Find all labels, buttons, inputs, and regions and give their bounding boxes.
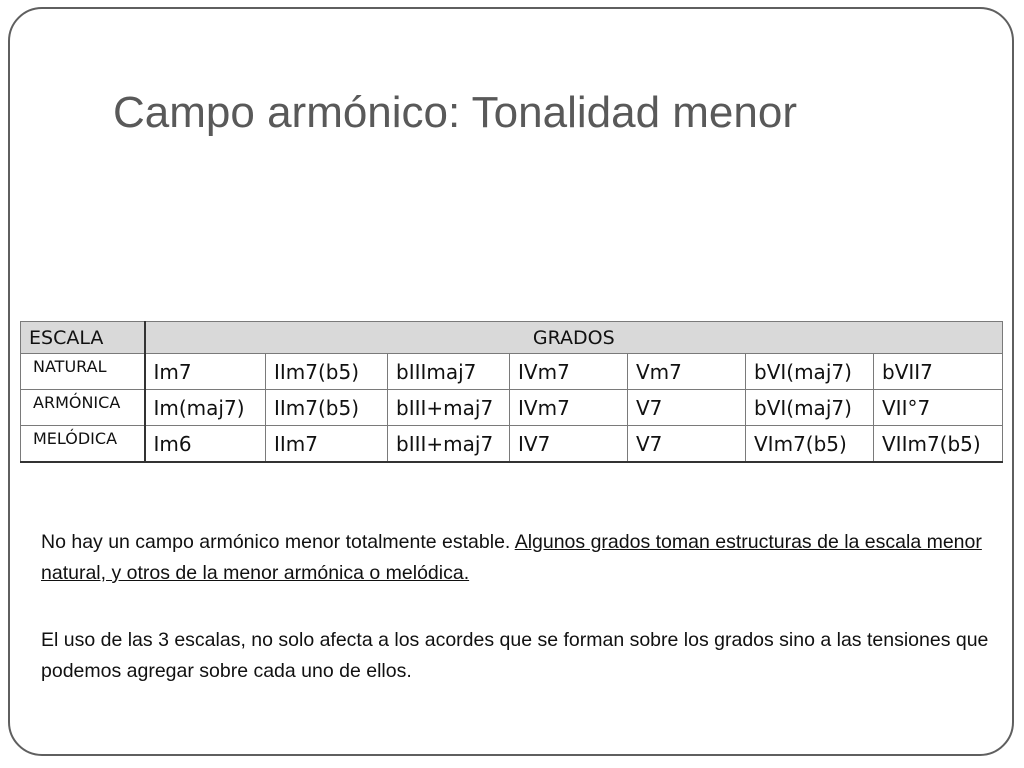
table-row xyxy=(21,426,1003,463)
table-header-row xyxy=(21,322,1003,354)
chord-cell: IIm7 xyxy=(266,426,388,463)
header-grados: GRADOS xyxy=(145,322,1003,354)
slide-title: Campo armónico: Tonalidad menor xyxy=(113,88,797,137)
chord-cell: bIII+maj7 xyxy=(388,390,510,426)
paragraph-stability-underlined: Algunos grados toman estructuras de la escala menor natural, y otros de la menor armónica o melódica. xyxy=(41,531,982,584)
header-escala: ESCALA xyxy=(21,322,145,354)
paragraph-stability xyxy=(41,527,1016,589)
chord-cell: Im7 xyxy=(145,354,266,390)
table-row xyxy=(21,354,1003,390)
chord-cell: bVII7 xyxy=(874,354,1003,390)
paragraph-stability-text: No hay un campo armónico menor totalmente estable. xyxy=(41,531,515,553)
paragraph-scales-usage: El uso de las 3 escalas, no solo afecta a los acordes que se forman sobre los grados sino a las tensiones que podemos agregar sobre cada uno de ellos. xyxy=(41,629,989,682)
chord-cell: V7 xyxy=(628,426,746,463)
chord-cell: IV7 xyxy=(510,426,628,463)
chord-cell: IIm7(b5) xyxy=(266,354,388,390)
chord-cell: Im(maj7) xyxy=(145,390,266,426)
chord-cell: bVI(maj7) xyxy=(746,354,874,390)
chord-cell: IVm7 xyxy=(510,390,628,426)
chord-degrees-table xyxy=(20,321,1003,463)
chord-cell: bIIImaj7 xyxy=(388,354,510,390)
chord-cell: Im6 xyxy=(145,426,266,463)
chord-cell: Vm7 xyxy=(628,354,746,390)
chord-cell: IIm7(b5) xyxy=(266,390,388,426)
scale-name: ARMÓNICA xyxy=(21,390,145,426)
chord-cell: IVm7 xyxy=(510,354,628,390)
table-row xyxy=(21,390,1003,426)
scale-name: NATURAL xyxy=(21,354,145,390)
chord-cell: VIm7(b5) xyxy=(746,426,874,463)
chord-cell: bVI(maj7) xyxy=(746,390,874,426)
chord-cell: VII°7 xyxy=(874,390,1003,426)
scale-name: MELÓDICA xyxy=(21,426,145,463)
chord-cell: V7 xyxy=(628,390,746,426)
chord-cell: bIII+maj7 xyxy=(388,426,510,463)
chord-cell: VIIm7(b5) xyxy=(874,426,1003,463)
